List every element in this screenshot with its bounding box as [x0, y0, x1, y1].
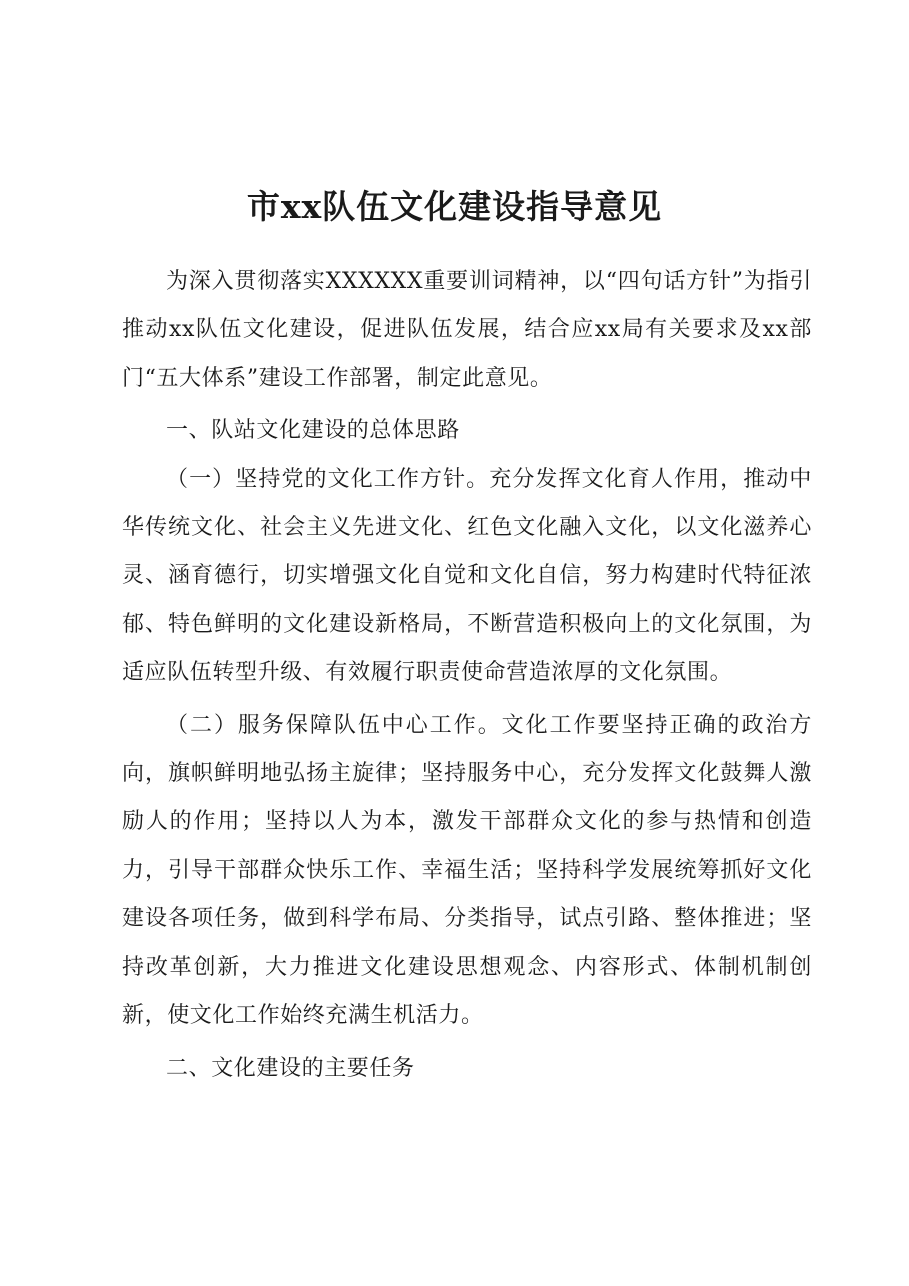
section1-paragraph-1: （一）坚持党的文化工作方针。充分发挥文化育人作用，推动中华传统文化、社会主义先进文化、红色文化融入文化，以文化滋养心灵、涵育德行，切实增强文化自觉和文化自信，努力构建时代特征浓郁、特色鲜明的文化建设新格局，不断营造积极向上的文化氛围，为适应队伍转型升级、有效履行职责使命营造浓厚的文化氛围。: [122, 466, 812, 686]
section-heading-2: 二、文化建设的主要任务: [166, 1055, 415, 1081]
document-title: 市xx队伍文化建设指导意见: [246, 187, 663, 226]
document-body: [122, 258, 812, 1093]
section-heading-1: 一、队站文化建设的总体思路: [166, 418, 460, 444]
intro-paragraph: 为深入贯彻落实XXXXXX重要训词精神，以“四句话方针”为指引推动xx队伍文化建设，促进队伍发展，结合应xx局有关要求及xx部门“五大体系”建设工作部署，制定此意见。: [122, 269, 812, 391]
section1-paragraph-2: （二）服务保障队伍中心工作。文化工作要坚持正确的政治方向，旗帜鲜明地弘扬主旋律；坚持服务中心，充分发挥文化鼓舞人激励人的作用；坚持以人为本，激发干部群众文化的参与热情和创造力，引导干部群众快乐工作、幸福生活；坚持科学发展统筹抓好文化建设各项任务，做到科学布局、分类指导，试点引路、整体推进；坚持改革创新，大力推进文化建设思想观念、内容形式、体制机制创新，使文化工作始终充满生机活力。: [122, 712, 812, 1029]
